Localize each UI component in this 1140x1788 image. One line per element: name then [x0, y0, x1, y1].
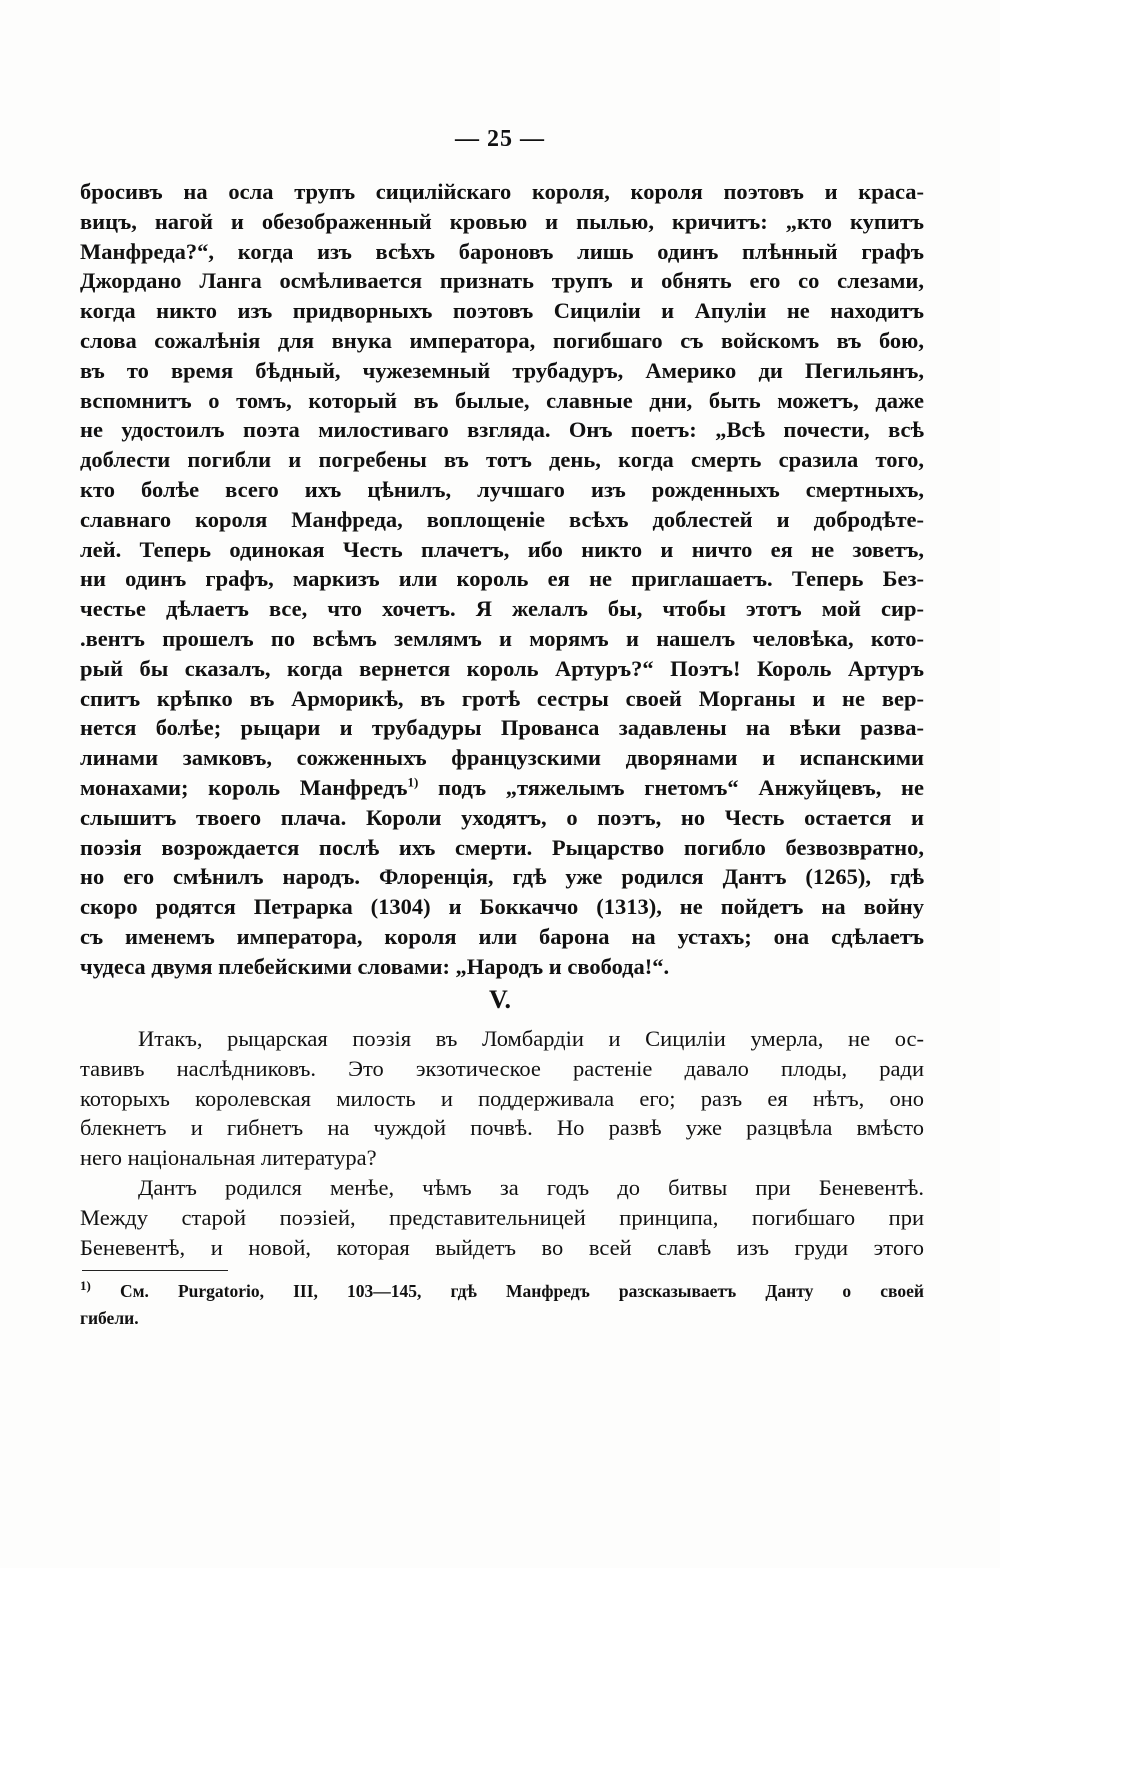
- text-line: .вентъ прошелъ по всѣмъ землямъ и морямъ и нашелъ человѣка, кото-: [80, 625, 924, 651]
- text-line: не удостоилъ поэта милостиваго взгляда. Онъ поетъ: „Всѣ почести, всѣ: [80, 417, 924, 443]
- text-line: слышитъ твоего плача. Короли уходятъ, о поэтъ, но Честь остается и: [80, 804, 924, 830]
- line-text-before-ref: монахами; король Манфредъ: [80, 774, 408, 800]
- footnote-line: [80, 1278, 924, 1305]
- text-line: съ именемъ императора, короля или барона на устахъ; она сдѣлаетъ: [80, 923, 924, 949]
- text-line: которыхъ королевская милость и поддерживала его; разъ ея нѣтъ, оно: [80, 1085, 924, 1111]
- paragraph-1: [80, 177, 924, 982]
- text-line: но его смѣнилъ народъ. Флоренція, гдѣ уже родился Дантъ (1265), гдѣ: [80, 864, 924, 890]
- text-line: ни одинъ графъ, маркизъ или король ея не приглашаетъ. Теперь Без-: [80, 566, 924, 592]
- text-line: въ то время бѣдный, чужеземный трубадуръ, Америко ди Пегильянъ,: [80, 357, 924, 383]
- text-line: кто болѣе всего ихъ цѣнилъ, лучшаго изъ рожденныхъ смертныхъ,: [80, 476, 924, 502]
- text-line: лей. Теперь одинокая Честь плачетъ, ибо никто и ничто ея не зоветъ,: [80, 536, 924, 562]
- text-line: скоро родятся Петрарка (1304) и Боккаччо (1313), не пойдетъ на войну: [80, 894, 924, 920]
- text-line: нется болѣе; рыцари и трубадуры Прованса задавлены на вѣки разва-: [80, 715, 924, 741]
- text-line: бросивъ на осла трупъ сицилійскаго короля, короля поэтовъ и краса-: [80, 179, 924, 204]
- footnote-text: См. Purgatorio, III, 103—145, гдѣ Манфредъ разсказываетъ Данту о своей: [90, 1281, 924, 1301]
- text-line: спитъ крѣпко въ Арморикѣ, въ гротѣ сестры своей Морганы и не вер-: [80, 685, 924, 711]
- text-line: вспомнитъ о томъ, который въ былые, славные дни, быть можетъ, даже: [80, 387, 924, 413]
- text-line: вицъ, нагой и обезображенный кровью и пылью, кричитъ: „кто купитъ: [80, 208, 924, 234]
- text-line: Дантъ родился менѣе, чѣмъ за годъ до битвы при Беневентѣ.: [138, 1174, 924, 1200]
- footnote-divider: [82, 1270, 228, 1271]
- footnote-marker: 1): [80, 1278, 91, 1294]
- footnote-reference[interactable]: 1): [407, 774, 419, 790]
- text-line-with-footnote-ref: [80, 773, 924, 803]
- text-line: тавивъ наслѣдниковъ. Это экзотическое растеніе давало плоды, ради: [80, 1055, 924, 1081]
- text-line: честье дѣлаетъ все, что хочетъ. Я желалъ бы, чтобы этотъ мой сир-: [80, 596, 924, 622]
- footnote-line: гибели.: [80, 1308, 139, 1328]
- text-line: рый бы сказалъ, когда вернется король Артуръ?“ Поэтъ! Король Артуръ: [80, 655, 924, 681]
- text-line: доблести погибли и погребены въ тотъ день, когда смерть сразила того,: [80, 447, 924, 473]
- page-number: — 25 —: [455, 126, 545, 152]
- text-line: Беневентѣ, и новой, которая выйдетъ во всей славѣ изъ груди этого: [80, 1234, 924, 1260]
- text-line: поэзія возрождается послѣ ихъ смерти. Рыцарство погибло безвозвратно,: [80, 834, 924, 860]
- line-text-after-ref: подъ „тяжелымъ гнетомъ“ Анжуйцевъ, не: [418, 774, 925, 800]
- text-line: Итакъ, рыцарская поэзія въ Ломбардіи и Сициліи умерла, не ос-: [138, 1026, 924, 1051]
- text-line: Между старой поэзіей, представительницей принципа, погибшаго при: [80, 1204, 924, 1230]
- footnote: [80, 1278, 924, 1332]
- text-line: славнаго короля Манфреда, воплощеніе всѣхъ доблестей и добродѣте-: [80, 506, 924, 532]
- text-line: чудеса двумя плебейскими словами: „Народъ и свобода!“.: [80, 953, 670, 979]
- text-line: Джордано Ланга осмѣливается признать трупъ и обнять его со слезами,: [80, 268, 924, 294]
- text-line: линами замковъ, сожженныхъ французскими дворянами и испанскими: [80, 745, 924, 771]
- text-line: Манфреда?“, когда изъ всѣхъ бароновъ лишь одинъ плѣнный графъ: [80, 238, 924, 264]
- paragraph-2-and-3: [80, 1024, 924, 1262]
- text-line: когда никто изъ придворныхъ поэтовъ Сициліи и Апуліи не находитъ: [80, 298, 924, 324]
- text-line: блекнетъ и гибнетъ на чуждой почвѣ. Но развѣ уже разцвѣла вмѣсто: [80, 1115, 924, 1141]
- text-line: слова сожалѣнія для внука императора, погибшаго съ войскомъ въ бою,: [80, 327, 924, 353]
- section-heading: V.: [489, 985, 511, 1014]
- text-line: него національная литература?: [80, 1145, 377, 1171]
